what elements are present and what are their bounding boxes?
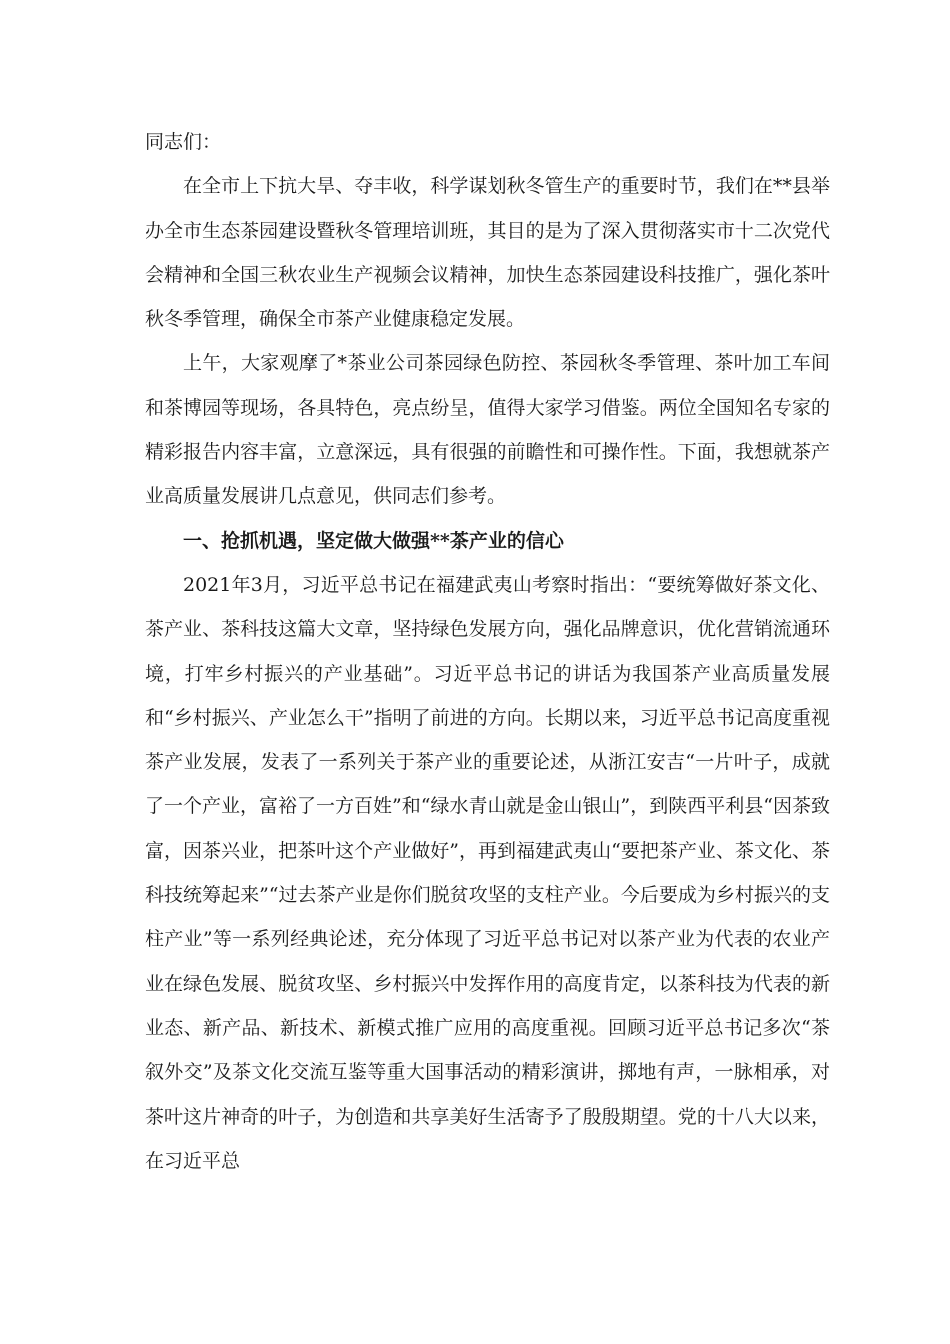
- paragraph-section-1: 2021年3月，习近平总书记在福建武夷山考察时指出：“要统筹做好茶文化、茶产业、茶科技这篇大文章，坚持绿色发展方向，强化品牌意识，优化营销流通环境，打牢乡村振兴的产业基础”。习近平总书记的讲话为我国茶产业高质量发展和“乡村振兴、产业怎么干”指明了前进的方向。长期以来，习近平总书记高度重视茶产业发展，发表了一系列关于茶产业的重要论述，从浙江安吉“一片叶子，成就了一个产业，富裕了一方百姓”和“绿水青山就是金山银山”，到陕西平利县“因茶致富，因茶兴业，把茶叶这个产业做好”，再到福建武夷山“要把茶产业、茶文化、茶科技统筹起来”“过去茶产业是你们脱贫攻坚的支柱产业。今后要成为乡村振兴的支柱产业”等一系列经典论述，充分体现了习近平总书记对以茶产业为代表的农业产业在绿色发展、脱贫攻坚、乡村振兴中发挥作用的高度肯定，以茶科技为代表的新业态、新产品、新技术、新模式推广应用的高度重视。回顾习近平总书记多次“茶叙外交”及茶文化交流互鉴等重大国事活动的精彩演讲，掷地有声，一脉相承，对茶叶这片神奇的叶子，为创造和共享美好生活寄予了殷殷期望。党的十八大以来，在习近平总: [145, 573, 830, 1172]
- section-heading-1: 一、抢抓机遇，坚定做大做强**茶产业的信心: [183, 529, 564, 552]
- salutation: 同志们：: [145, 131, 222, 153]
- document-page: [145, 120, 830, 1183]
- paragraph-morning: 上午，大家观摩了*茶业公司茶园绿色防控、茶园秋冬季管理、茶叶加工车间和茶博园等现场，各具特色，亮点纷呈，值得大家学习借鉴。两位全国知名专家的精彩报告内容丰富，立意深远，具有很强的前瞻性和可操作性。下面，我想就茶产业高质量发展讲几点意见，供同志们参考。: [145, 352, 830, 508]
- paragraph-intro: 在全市上下抗大旱、夺丰收，科学谋划秋冬管生产的重要时节，我们在**县举办全市生态茶园建设暨秋冬管理培训班，其目的是为了深入贯彻落实市十二次党代会精神和全国三秋农业生产视频会议精神，加快生态茶园建设科技推广，强化茶叶秋冬季管理，确保全市茶产业健康稳定发展。: [145, 175, 830, 331]
